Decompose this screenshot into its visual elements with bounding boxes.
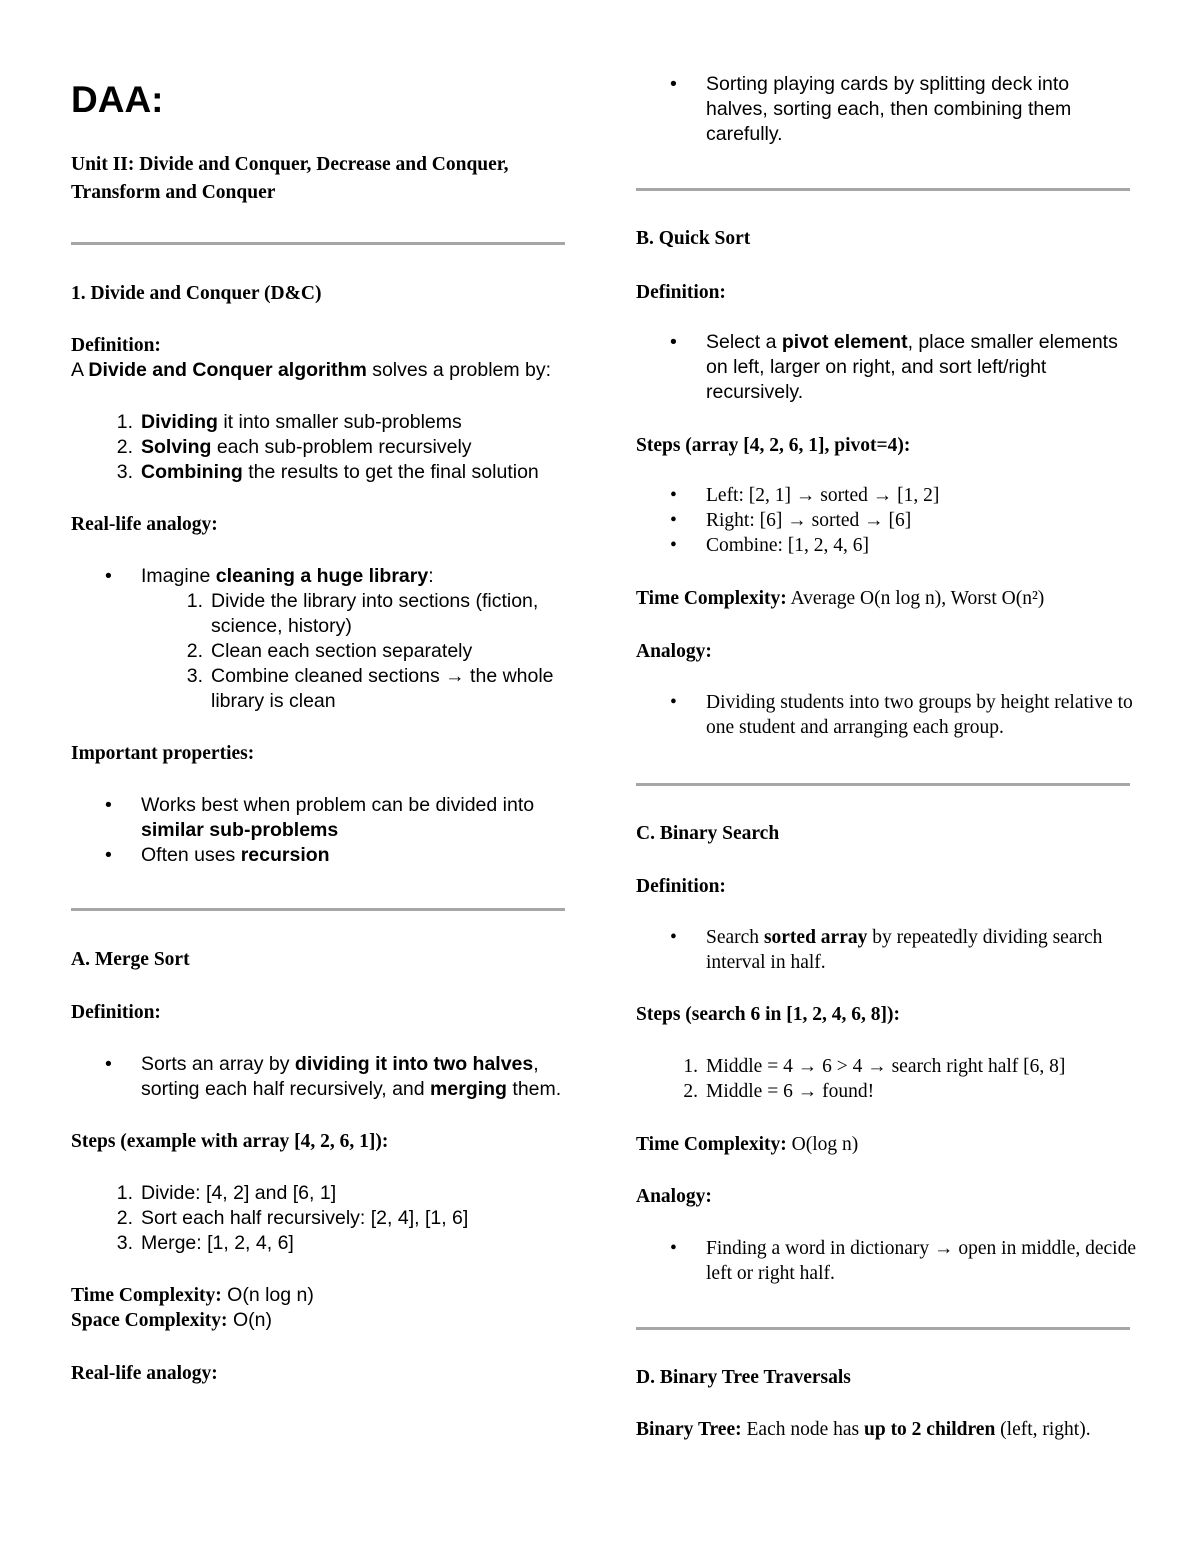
list-item: 1. Divide: [4, 2] and [6, 1] [116, 1182, 337, 1204]
analogy-label: Real-life analogy: [71, 1363, 218, 1384]
steps-label: Steps (example with array [4, 2, 6, 1]): [71, 1131, 389, 1152]
list-item: 2. Middle = 6 → found! [683, 1081, 875, 1102]
definition-label: Definition: [71, 335, 161, 356]
analogy-label: Analogy: [636, 641, 712, 662]
list-item: 2. Clean each section separately [186, 640, 473, 662]
divider [636, 783, 1130, 786]
list-item: • Works best when problem can be divided into similar sub-problems [105, 794, 535, 841]
list-item: 1. Dividing it into smaller sub-problems [116, 411, 462, 433]
quick-steps-list [636, 483, 1136, 558]
analogy-label: Analogy: [636, 1186, 712, 1207]
list-item: • Sorts an array by dividing it into two halves, sorting each half recursively, and merging them. [105, 1053, 562, 1100]
merge-steps-list [71, 1181, 571, 1256]
quick-definition-list [636, 330, 1136, 405]
section-heading-merge-sort: A. Merge Sort [71, 949, 190, 970]
steps-label: Steps (array [4, 2, 6, 1], pivot=4): [636, 435, 911, 456]
properties-list [71, 793, 571, 868]
definition-label: Definition: [636, 876, 726, 897]
list-item: 3. Merge: [1, 2, 4, 6] [116, 1232, 294, 1254]
list-item: • Left: [2, 1] → sorted → [1, 2] [670, 485, 940, 506]
unit-title: Unit II: Divide and Conquer, Decrease and Conquer, Transform and Conquer [71, 154, 509, 203]
section-heading-quick-sort: B. Quick Sort [636, 228, 751, 249]
binary-analogy-list [636, 1236, 1136, 1286]
list-item: 1. Divide the library into sections (fiction, science, history) [186, 590, 539, 637]
dc-analogy-list [71, 564, 571, 714]
list-item: • Select a pivot element, place smaller elements on left, larger on right, and sort left/right recursively. [670, 331, 1118, 403]
list-item: • Imagine cleaning a huge library: [105, 565, 434, 587]
list-item: 2. Solving each sub-problem recursively [116, 436, 472, 458]
binary-time-complexity: Time Complexity: O(log n) [636, 1134, 859, 1155]
binary-tree-definition: Binary Tree: Each node has up to 2 children (left, right). [636, 1419, 1091, 1440]
list-item: 3. Combining the results to get the final solution [116, 461, 539, 483]
merge-space-complexity: Space Complexity: O(n) [71, 1309, 272, 1331]
section-heading-divide-and-conquer: 1. Divide and Conquer (D&C) [71, 283, 322, 304]
list-item: • Search sorted array by repeatedly dividing search interval in half. [670, 927, 1103, 973]
list-item: • Dividing students into two groups by height relative to one student and arranging each group. [670, 692, 1133, 738]
properties-label: Important properties: [71, 743, 255, 764]
list-item: • Right: [6] → sorted → [6] [670, 510, 912, 531]
dc-steps-list [71, 410, 571, 485]
quick-time-complexity: Time Complexity: Average O(n log n), Worst O(n²) [636, 588, 1045, 609]
definition-label: Definition: [71, 1002, 161, 1023]
binary-definition-list [636, 925, 1136, 975]
list-item: 3. Combine cleaned sections → the whole library is clean [186, 665, 554, 712]
definition-label: Definition: [636, 282, 726, 303]
analogy-label: Real-life analogy: [71, 514, 218, 535]
steps-label: Steps (search 6 in [1, 2, 4, 6, 8]): [636, 1004, 900, 1025]
quick-analogy-list [636, 690, 1136, 740]
list-item: • Finding a word in dictionary → open in middle, decide left or right half. [670, 1238, 1136, 1284]
list-item: • Often uses recursion [105, 844, 330, 866]
binary-steps-list [636, 1054, 1136, 1104]
merge-definition-list [71, 1052, 571, 1102]
merge-analogy-list [636, 72, 1136, 147]
divider [71, 242, 565, 245]
list-item: 2. Sort each half recursively: [2, 4], [1, 6] [116, 1207, 469, 1229]
list-item: • Sorting playing cards by splitting deck into halves, sorting each, then combining them carefully. [670, 73, 1072, 145]
divider [636, 188, 1130, 191]
list-item: 1. Middle = 4 → 6 > 4 → search right half [6, 8] [683, 1056, 1066, 1077]
section-heading-binary-tree: D. Binary Tree Traversals [636, 1367, 851, 1388]
divider [636, 1327, 1130, 1330]
list-item: • Combine: [1, 2, 4, 6] [670, 535, 870, 556]
dc-definition: A Divide and Conquer algorithm solves a problem by: [71, 359, 552, 381]
document-title: DAA: [71, 79, 164, 120]
merge-time-complexity: Time Complexity: O(n log n) [71, 1284, 314, 1306]
section-heading-binary-search: C. Binary Search [636, 823, 780, 844]
divider [71, 908, 565, 911]
